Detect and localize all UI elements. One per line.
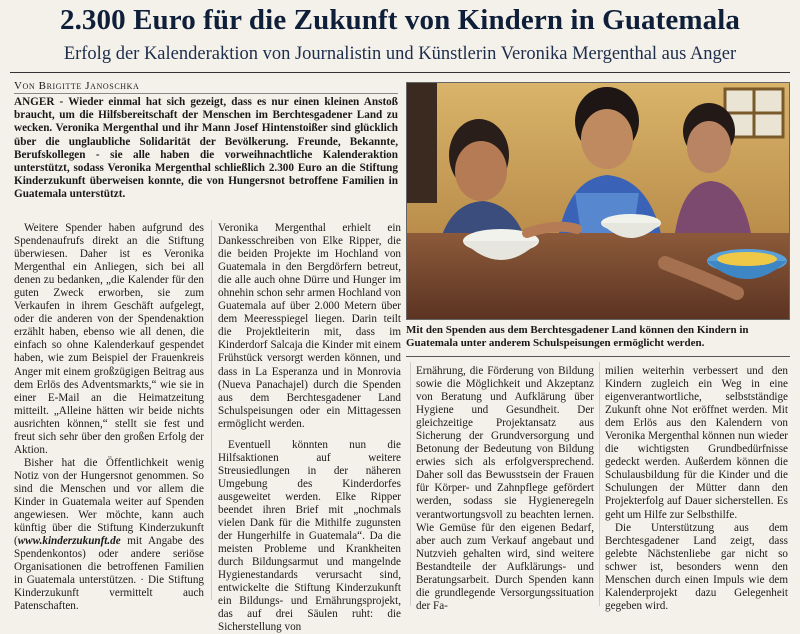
kinderzukunft-link[interactable]: www.kinderzukunft.de (17, 535, 121, 548)
column-1-paragraph-2-text: Bisher hat die Öffentlichkeit wenig Notiz von der Hungersnot genommen. So sind die Menschen und vor allem die Kinder in Guatemala weiter auf Spenden angewiesen. Wer möchte, kann auch künftig über die Stiftung Kinderzukunft ( (14, 456, 204, 548)
byline-prefix: Von (14, 80, 36, 92)
byline-rule (14, 93, 398, 94)
column-3 (416, 365, 594, 613)
column-2-paragraph-2: Eventuell könnten nun die Hilfsaktionen auf weitere Streusiedlungen in der näheren Umgebung des Kinderdorfes ausgeweitet werden. Elke Ripper beendet ihren Brief mit „nochmals vielen Dank für die Mithilfe zugunsten der Hungerhilfe in Guatemala“. Da die meisten Probleme und Krankheiten durch Bildungsarmut und mangelnde Hygienestandards verursacht sind, entwickelte die Stiftung Kinderzukunft ein Bildungs- und Ernährungsprojekt, das auf drei Säulen ruht: die Sicherstellung von (218, 438, 401, 634)
byline-author: Brigitte Janoschka (38, 80, 140, 92)
header-rule (10, 72, 790, 73)
subheadline: Erfolg der Kalenderaktion von Journalistin und Künstlerin Veronika Mergenthal aus Anger (63, 44, 737, 64)
column-rule (410, 362, 411, 606)
column-1-paragraph-1: Weitere Spender haben aufgrund des Spendenaufrufs direkt an die Stiftung überwiesen. Daher ist es Veronika Mergenthal ein Anliegen, sich bei all denen zu bedanken, „die Kalender für den guten Zweck erworben, sie zum Verkaufen in ihrem Geschäft aufgelegt, oder die anderen von der Spendenaktion erzählt haben, ebenso wie all denen, die einfach so ohne Kalenderkauf gespendet haben, wie zum Beispiel der Frauenkreis Anger mit einem großzügigen Beitrag aus dem Erlös des Adventsmarkts,“ wie sie in einer E-Mail an die Heimatzeitung mitteilt. „Alleine hätten wir beide nichts ausrichten können,“ stellt sie fest und freut sich sehr über den großen Erfolg der Aktion. (14, 222, 204, 456)
column-1-paragraph-2-end: mit Angabe des Spendenkontos) oder andere seriöse Organisationen die betroffenen Familien in Guatemala unterstützen. · Die Stiftung Kinderzukunft vermittelt auch Patenschaften. (14, 535, 204, 613)
column-rule (599, 362, 600, 606)
column-4-paragraph-2: Die Unterstützung aus dem Berchtesgadener Land zeigt, dass gelebte Nächstenliebe gar nicht so schwer ist, besonders wenn den Menschen durch einen Impuls wie dem Kalenderprojekt dazu Gelegenheit gegeben wird. (605, 521, 788, 612)
photo-children-eating (406, 82, 790, 320)
column-4 (605, 365, 788, 613)
headline: 2.300 Euro für die Zukunft von Kindern in Guatemala (59, 4, 740, 36)
caption-rule (406, 356, 790, 357)
lead-paragraph: ANGER - Wieder einmal hat sich gezeigt, dass es nur einen kleinen Anstoß braucht, um die Hilfsbereitschaft der Menschen im Berchtesgadener Land zu wecken. Veronika Mergenthal und ihr Mann Josef Hintenstoißer sind glücklich über die unglaubliche Solidarität der Bevölkerung. Freunde, Bekannte, Berufskollegen - sie alle haben die vorweihnachtliche Kalenderaktion unterstützt, sodass Veronika Mergenthal schließlich 2.300 Euro an die Stiftung Kinderzukunft überweisen konnte, die von Hungersnot betroffene Familien in Guatemala unterstützt. (14, 96, 398, 201)
column-4-paragraph-1: milien weiterhin verbessert und den Kindern zugleich ein Weg in eine eigenverantwortliche, selbstständige Zukunft ohne Not eröffnet werden. Mit dem Erlös aus den Kalendern von Veronika Mergenthal können nun wieder die wichtigsten Grundbedürfnisse gedeckt werden. Außerdem können die Schulausbildung für die Kinder und die Schulungen der Mütter dann den Projekterfolg auf Dauer sicherstellen. Es geht um Hilfe zur Selbsthilfe. (605, 365, 788, 521)
column-2 (218, 222, 401, 634)
column-1-paragraph-2 (14, 457, 204, 614)
column-2-paragraph-1: Veronika Mergenthal erhielt ein Dankesschreiben von Elke Ripper, die die beiden Projekte im Hochland von Guatemala in den Bergdörfern betreut, die alle auch ohne Dürre und Hunger im ohnehin schon sehr armen Hochland von Guatemala auf über 2.000 Metern über dem Meeresspiegel liegen. Darin teilt die Projektleiterin mit, dass im Kinderdorf Salcaja die Kinder mit einem Frühstück versorgt werden können, und dass in La Esperanza und in Monrovia (Nueva Panachajel) durch die Spenden aus dem Berchtesgadener Land Schulspeisungen oder ein Mittagessen ermöglicht werden. (218, 222, 401, 430)
column-1 (14, 222, 204, 613)
photo-caption: Mit den Spenden aus dem Berchtesgadener Land können den Kindern in Guatemala unter anderem Schulspeisungen ermöglicht werden. (406, 324, 749, 349)
byline (14, 80, 394, 92)
column-3-paragraph-1: Ernährung, die Förderung von Bildung sowie die Möglichkeit und Akzeptanz von Beratung und Aufklärung über Hygiene und Gesundheit. Der gleichzeitige Projektansatz aus Sicherung der Grundversorgung und Betonung der Bedeutung von Bildung erwies sich als erfolgversprechend. Daher soll das Bewusstsein der Frauen für Körper- und Zahnpflege gefördert werden, sodass sie Hygieneregeln verantwortungsvoll zu beachten lernen. Wie Gemüse für den eigenen Bedarf, aber auch zum Verkauf angebaut und Nutzvieh gehalten wird, sind weitere Bestandteile der Aufklärungs- und Beratungsarbeit. Durch Spenden kann die grundlegende Versorgungssituation der Fa- (416, 365, 594, 612)
column-rule (211, 220, 212, 600)
photo-illustration (407, 83, 789, 319)
